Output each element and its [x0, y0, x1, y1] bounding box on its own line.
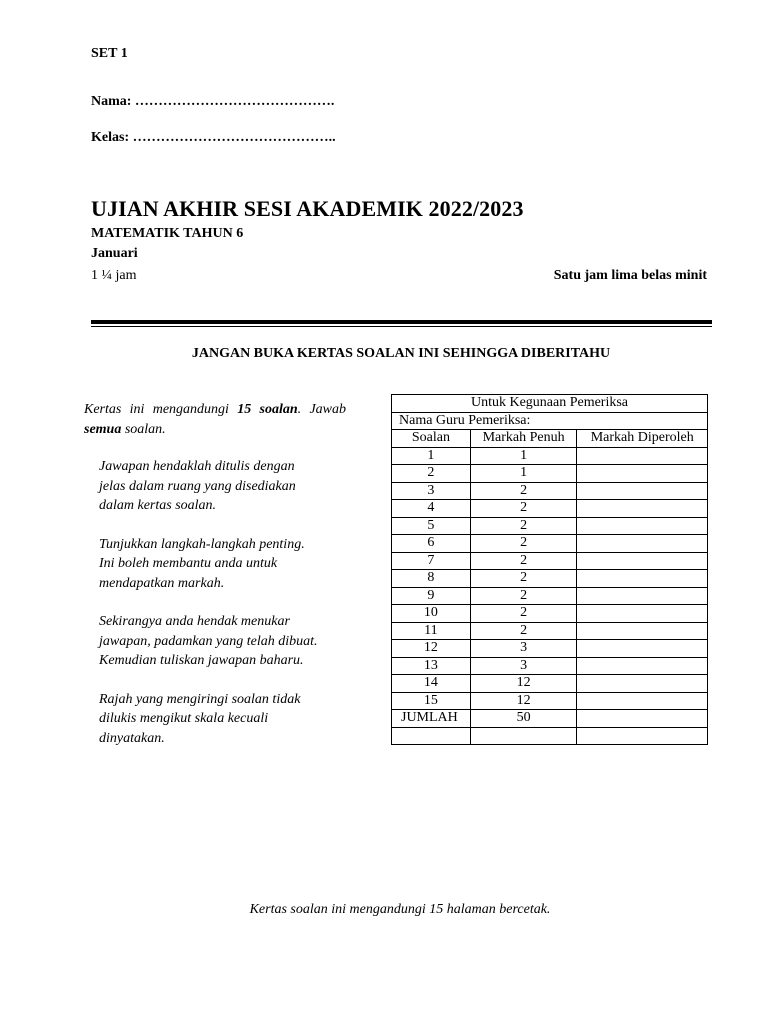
instruction-line: Kemudian tuliskan jawapan baharu. — [99, 653, 304, 668]
header-marks-obtained: Markah Diperoleh — [577, 430, 708, 448]
exam-duration: 1 ¼ jam — [91, 268, 137, 283]
question-number-cell: 15 — [392, 692, 471, 710]
table-row — [392, 447, 708, 465]
table-row — [392, 675, 708, 693]
marks-obtained-cell — [577, 570, 708, 588]
marks-obtained-cell — [577, 465, 708, 483]
question-number-cell: 7 — [392, 552, 471, 570]
question-number-cell: 5 — [392, 517, 471, 535]
marks-obtained-cell — [577, 447, 708, 465]
table-row — [392, 640, 708, 658]
header-question: Soalan — [392, 430, 471, 448]
examiner-name-row — [392, 412, 708, 430]
instruction-line: jawapan, padamkan yang telah dibuat. — [99, 633, 318, 649]
full-marks-cell: 1 — [470, 465, 577, 483]
marks-obtained-cell — [577, 482, 708, 500]
table-row — [392, 657, 708, 675]
total-full-marks: 50 — [470, 710, 577, 728]
full-marks-cell: 2 — [470, 587, 577, 605]
question-number-cell: 14 — [392, 675, 471, 693]
table-row — [392, 482, 708, 500]
instruction-line: mendapatkan markah. — [99, 575, 225, 591]
total-label: JUMLAH — [392, 710, 471, 728]
marks-obtained-cell — [577, 675, 708, 693]
full-marks-cell: 2 — [470, 552, 577, 570]
marks-obtained-cell — [577, 605, 708, 623]
full-marks-cell: 2 — [470, 535, 577, 553]
subject-title: MATEMATIK TAHUN 6 — [91, 226, 244, 241]
divider-thin — [91, 326, 712, 327]
warning-notice: JANGAN BUKA KERTAS SOALAN INI SEHINGGA DIBERITAHU — [191, 346, 611, 361]
marks-obtained-cell — [577, 657, 708, 675]
instruction-line: dinyatakan. — [99, 730, 165, 746]
instruction-line: dilukis mengikut skala kecuali — [99, 711, 269, 726]
table-row — [392, 692, 708, 710]
blank-cell — [577, 727, 708, 745]
instruction-line: Jawapan hendaklah ditulis dengan — [99, 459, 295, 474]
instruction-paragraph — [99, 535, 346, 594]
instruction-paragraph — [99, 690, 346, 749]
table-row — [392, 605, 708, 623]
full-marks-cell: 1 — [470, 447, 577, 465]
marks-obtained-cell — [577, 500, 708, 518]
question-number-cell: 11 — [392, 622, 471, 640]
instruction-text: soalan. — [121, 421, 166, 437]
question-number-cell: 2 — [392, 465, 471, 483]
instruction-emphasis: semua — [84, 421, 122, 437]
instruction-text: . — [297, 402, 302, 417]
table-title: Untuk Kegunaan Pemeriksa — [392, 395, 708, 413]
class-field: Kelas: …………………………………….. — [91, 130, 336, 145]
table-row — [392, 570, 708, 588]
question-number-cell: 3 — [392, 482, 471, 500]
question-number-cell: 13 — [392, 657, 471, 675]
full-marks-cell: 12 — [470, 675, 577, 693]
marks-obtained-cell — [577, 587, 708, 605]
blank-cell — [392, 727, 471, 745]
table-row — [392, 587, 708, 605]
full-marks-cell: 2 — [470, 605, 577, 623]
instruction-line: Sekirangya anda hendak menukar — [99, 614, 290, 629]
question-number-cell: 9 — [392, 587, 471, 605]
blank-cell — [470, 727, 577, 745]
question-number-cell: 6 — [392, 535, 471, 553]
full-marks-cell: 12 — [470, 692, 577, 710]
full-marks-cell: 2 — [470, 517, 577, 535]
blank-row — [392, 727, 708, 745]
marks-obtained-cell — [577, 535, 708, 553]
full-marks-cell: 2 — [470, 482, 577, 500]
exam-month: Januari — [91, 246, 138, 261]
table-row — [392, 500, 708, 518]
table-row — [392, 517, 708, 535]
full-marks-cell: 2 — [470, 500, 577, 518]
instruction-line: Rajah yang mengiringi soalan tidak — [99, 691, 301, 707]
full-marks-cell: 2 — [470, 570, 577, 588]
instruction-line: Ini boleh membantu anda untuk — [99, 556, 278, 571]
instruction-paragraph — [99, 457, 346, 516]
instruction-text: Kertas ini mengandungi — [84, 402, 238, 417]
question-number-cell: 4 — [392, 500, 471, 518]
full-marks-cell: 3 — [470, 640, 577, 658]
full-marks-cell: 3 — [470, 657, 577, 675]
total-marks-obtained — [577, 710, 708, 728]
table-row — [392, 535, 708, 553]
instruction-intro — [84, 400, 346, 439]
marks-obtained-cell — [577, 640, 708, 658]
marks-obtained-cell — [577, 692, 708, 710]
question-count: 15 soalan — [237, 402, 298, 417]
header-full-marks: Markah Penuh — [470, 430, 577, 448]
exam-duration-words: Satu jam lima belas minit — [553, 268, 707, 283]
marks-obtained-cell — [577, 622, 708, 640]
set-label: SET 1 — [91, 46, 128, 61]
table-row — [392, 552, 708, 570]
table-row — [392, 622, 708, 640]
question-number-cell: 10 — [392, 605, 471, 623]
question-number-cell: 1 — [392, 447, 471, 465]
marks-obtained-cell — [577, 552, 708, 570]
question-number-cell: 12 — [392, 640, 471, 658]
table-row — [392, 465, 708, 483]
full-marks-cell: 2 — [470, 622, 577, 640]
question-number-cell: 8 — [392, 570, 471, 588]
divider-thick — [91, 320, 712, 324]
instructions — [84, 400, 346, 767]
instruction-paragraph — [99, 612, 346, 671]
page-count-note: Kertas soalan ini mengandungi 15 halaman bercetak. — [249, 902, 551, 917]
marks-obtained-cell — [577, 517, 708, 535]
examiner-table — [391, 394, 708, 745]
table-title-row — [392, 395, 708, 413]
table-header-row — [392, 430, 708, 448]
instruction-text: Jawab — [309, 402, 346, 417]
name-field: Nama: ……………………………………. — [91, 94, 335, 109]
exam-title: UJIAN AKHIR SESI AKADEMIK 2022/2023 — [91, 196, 524, 221]
examiner-name-label: Nama Guru Pemeriksa: — [392, 412, 708, 430]
instruction-line: Tunjukkan langkah-langkah penting. — [99, 536, 305, 552]
instruction-line: jelas dalam ruang yang disediakan — [99, 478, 296, 494]
total-row — [392, 710, 708, 728]
instruction-line: dalam kertas soalan. — [99, 498, 217, 513]
